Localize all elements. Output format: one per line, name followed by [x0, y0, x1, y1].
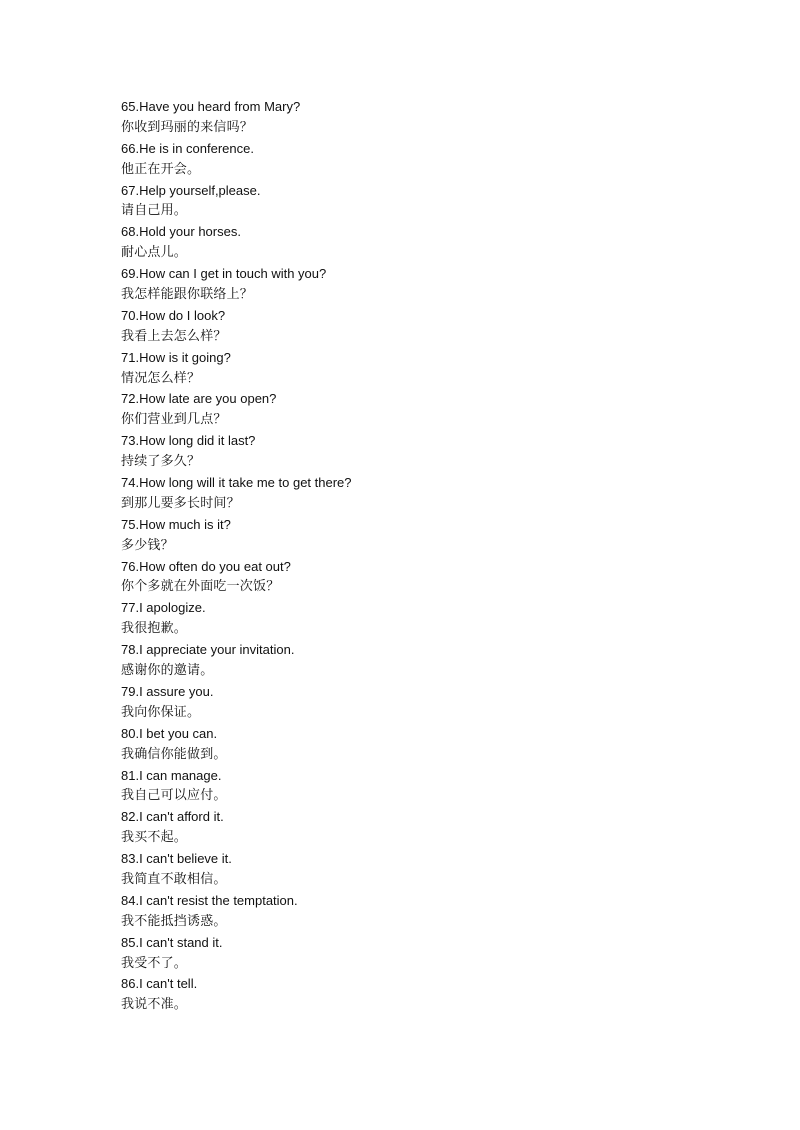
- phrase-chinese: 我买不起。: [121, 830, 188, 846]
- phrase-english: 67.Help yourself,please.: [121, 182, 261, 198]
- phrase-english: 72.How late are you open?: [121, 391, 277, 407]
- phrase-english: 83.I can't believe it.: [121, 851, 232, 867]
- phrase-english: 71.How is it going?: [121, 349, 231, 365]
- phrase-english: 82.I can't afford it.: [121, 809, 224, 825]
- phrase-chinese: 到那儿要多长时间？: [121, 495, 240, 511]
- phrase-chinese: 感谢你的邀请。: [121, 663, 214, 679]
- phrase-chinese: 多少钱？: [121, 537, 174, 553]
- phrase-chinese: 我受不了。: [121, 955, 188, 971]
- phrase-chinese: 他正在开会。: [121, 161, 201, 177]
- phrase-chinese: 我怎样能跟你联络上？: [121, 287, 254, 303]
- phrase-chinese: 情况怎么样？: [121, 370, 201, 386]
- phrase-english: 81.I can manage.: [121, 767, 222, 783]
- phrase-chinese: 你收到玛丽的来信吗？: [121, 119, 254, 135]
- phrase-english: 70.How do I look?: [121, 307, 226, 323]
- phrase-chinese: 耐心点儿。: [121, 245, 188, 261]
- phrase-chinese: 请自己用。: [121, 203, 188, 219]
- phrase-chinese: 我看上去怎么样？: [121, 328, 227, 344]
- phrase-chinese: 我很抱歉。: [121, 621, 188, 637]
- phrase-english: 86.I can't tell.: [121, 976, 198, 992]
- phrase-chinese: 我自己可以应付。: [121, 788, 227, 804]
- phrase-english: 84.I can't resist the temptation.: [121, 892, 298, 908]
- phrase-chinese: 我向你保证。: [121, 704, 201, 720]
- phrase-chinese: 我说不准。: [121, 997, 188, 1013]
- phrase-english: 78.I appreciate your invitation.: [121, 642, 295, 658]
- phrase-chinese: 你个多就在外面吃一次饭？: [121, 579, 280, 595]
- phrase-chinese: 我简直不敢相信。: [121, 871, 227, 887]
- phrase-english: 77.I apologize.: [121, 600, 206, 616]
- phrase-english: 65.Have you heard from Mary?: [121, 99, 301, 114]
- phrase-chinese: 持续了多久？: [121, 454, 201, 470]
- phrase-chinese: 我不能抵挡诱惑。: [121, 913, 227, 929]
- phrase-english: 74.How long will it take me to get there?: [121, 475, 352, 491]
- phrase-chinese: 你们营业到几点？: [121, 412, 227, 428]
- phrase-english: 80.I bet you can.: [121, 725, 218, 741]
- phrase-english: 75.How much is it?: [121, 516, 231, 532]
- phrase-english: 85.I can't stand it.: [121, 934, 223, 950]
- phrase-english: 76.How often do you eat out?: [121, 558, 291, 574]
- phrase-english: 69.How can I get in touch with you?: [121, 266, 327, 282]
- phrase-chinese: 我确信你能做到。: [121, 746, 227, 762]
- phrase-english: 73.How long did it last?: [121, 433, 256, 449]
- phrase-english: 79.I assure you.: [121, 683, 214, 699]
- phrase-list: [121, 97, 681, 1016]
- phrase-english: 66.He is in conference.: [121, 140, 254, 156]
- phrase-english: 68.Hold your horses.: [121, 224, 241, 240]
